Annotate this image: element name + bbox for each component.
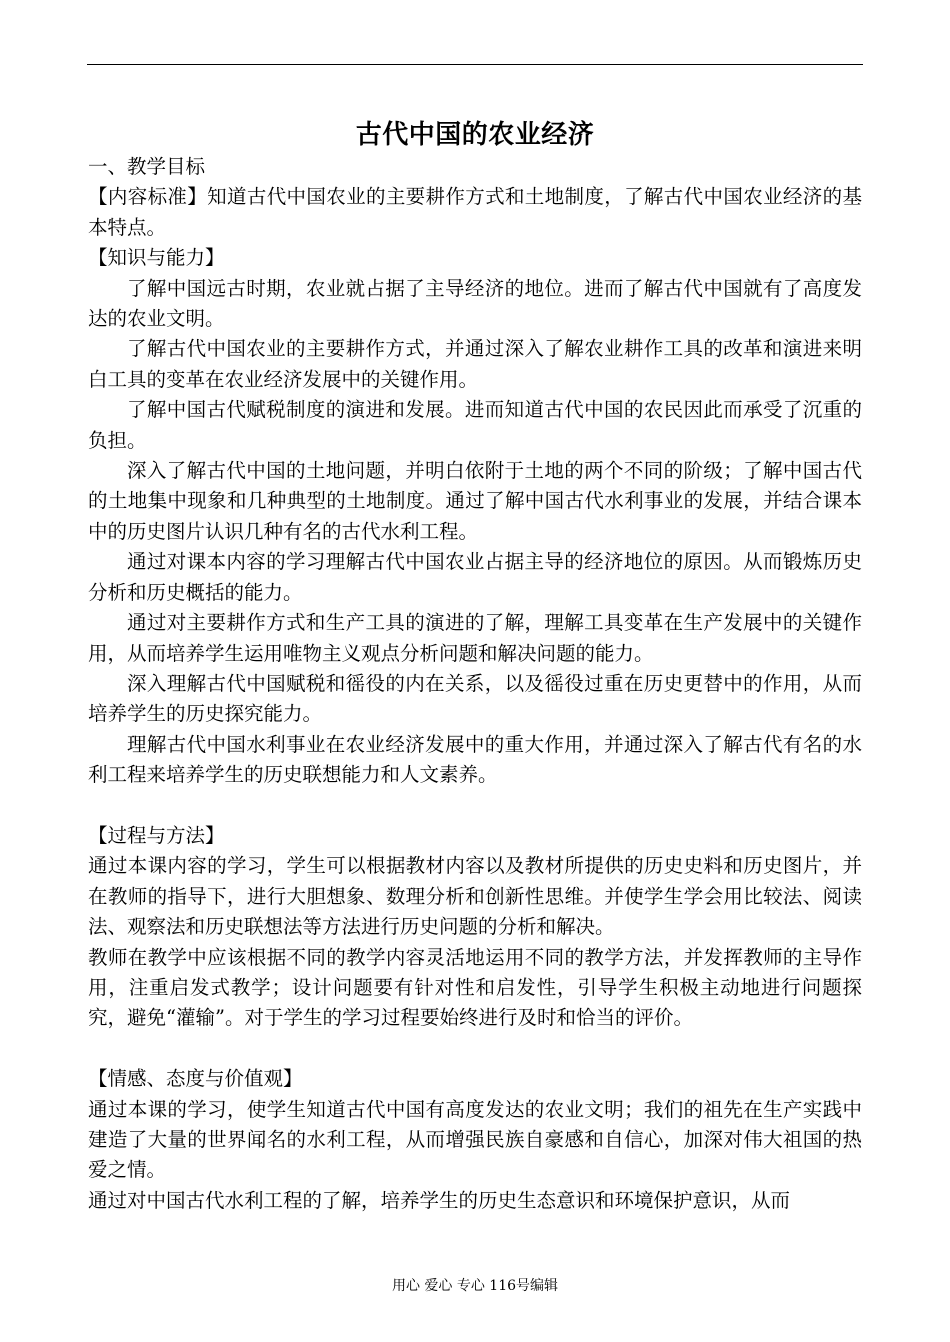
knowledge-heading: 【知识与能力】 bbox=[88, 246, 225, 270]
knowledge-paragraph: 理解古代中国水利事业在农业经济发展中的重大作用，并通过深入了解古代有名的水利工程来培养学生的历史联想能力和人文素养。 bbox=[88, 732, 862, 787]
process-paragraph: 教师在教学中应该根据不同的教学内容灵活地运用不同的教学方法，并发挥教师的主导作用，注重启发式教学；设计问题要有针对性和启发性，引导学生积极主动地进行问题探究，避免“灌输”。对于学生的学习过程要始终进行及时和恰当的评价。 bbox=[88, 945, 862, 1030]
blank-line bbox=[88, 791, 862, 821]
emotion-heading: 【情感、态度与价值观】 bbox=[88, 1067, 303, 1091]
blank-line bbox=[88, 1034, 862, 1064]
section-heading: 一、教学目标 bbox=[88, 155, 206, 178]
document-body bbox=[88, 118, 862, 1216]
header-rule bbox=[87, 64, 863, 65]
knowledge-paragraph: 通过对课本内容的学习理解古代中国农业占据主导的经济地位的原因。从而锻炼历史分析和历史概括的能力。 bbox=[88, 550, 862, 604]
document-title: 古代中国的农业经济 bbox=[355, 120, 595, 150]
emotion-paragraph: 通过本课的学习，使学生知道古代中国有高度发达的农业文明；我们的祖先在生产实践中建造了大量的世界闻名的水利工程，从而增强民族自豪感和自信心，加深对伟大祖国的热爱之情。 bbox=[88, 1097, 862, 1182]
knowledge-paragraph: 深入理解古代中国赋税和徭役的内在关系，以及徭役过重在历史更替中的作用，从而培养学生的历史探究能力。 bbox=[88, 671, 862, 726]
emotion-paragraph: 通过对中国古代水利工程的了解，培养学生的历史生态意识和环境保护意识，从而 bbox=[88, 1188, 791, 1212]
knowledge-paragraph: 深入了解古代中国的土地问题，并明白依附于土地的两个不同的阶级；了解中国古代的土地集中现象和几种典型的土地制度。通过了解中国古代水利事业的发展，并结合课本中的历史图片认识几种有名的古代水利工程。 bbox=[88, 459, 862, 543]
knowledge-paragraph: 了解古代中国农业的主要耕作方式，并通过深入了解农业耕作工具的改革和演进来明白工具的变革在农业经济发展中的关键作用。 bbox=[88, 337, 862, 391]
knowledge-paragraph: 了解中国古代赋税制度的演进和发展。进而知道古代中国的农民因此而承受了沉重的负担。 bbox=[88, 398, 862, 452]
content-standard-paragraph: 【内容标准】知道古代中国农业的主要耕作方式和土地制度，了解古代中国农业经济的基本特点。 bbox=[88, 185, 862, 239]
knowledge-paragraph: 了解中国远古时期，农业就占据了主导经济的地位。进而了解古代中国就有了高度发达的农业文明。 bbox=[88, 276, 862, 331]
process-heading: 【过程与方法】 bbox=[88, 823, 225, 847]
process-paragraph: 通过本课内容的学习，学生可以根据教材内容以及教材所提供的历史史料和历史图片，并在教师的指导下，进行大胆想象、数理分析和创新性思维。并使学生学会用比较法、阅读法、观察法和历史联想法等方法进行历史问题的分析和解决。 bbox=[88, 854, 862, 939]
page-footer: 用心 爱心 专心 116号编辑 bbox=[391, 1278, 559, 1294]
knowledge-paragraph: 通过对主要耕作方式和生产工具的演进的了解，理解工具变革在生产发展中的关键作用，从而培养学生运用唯物主义观点分析问题和解决问题的能力。 bbox=[88, 611, 862, 665]
